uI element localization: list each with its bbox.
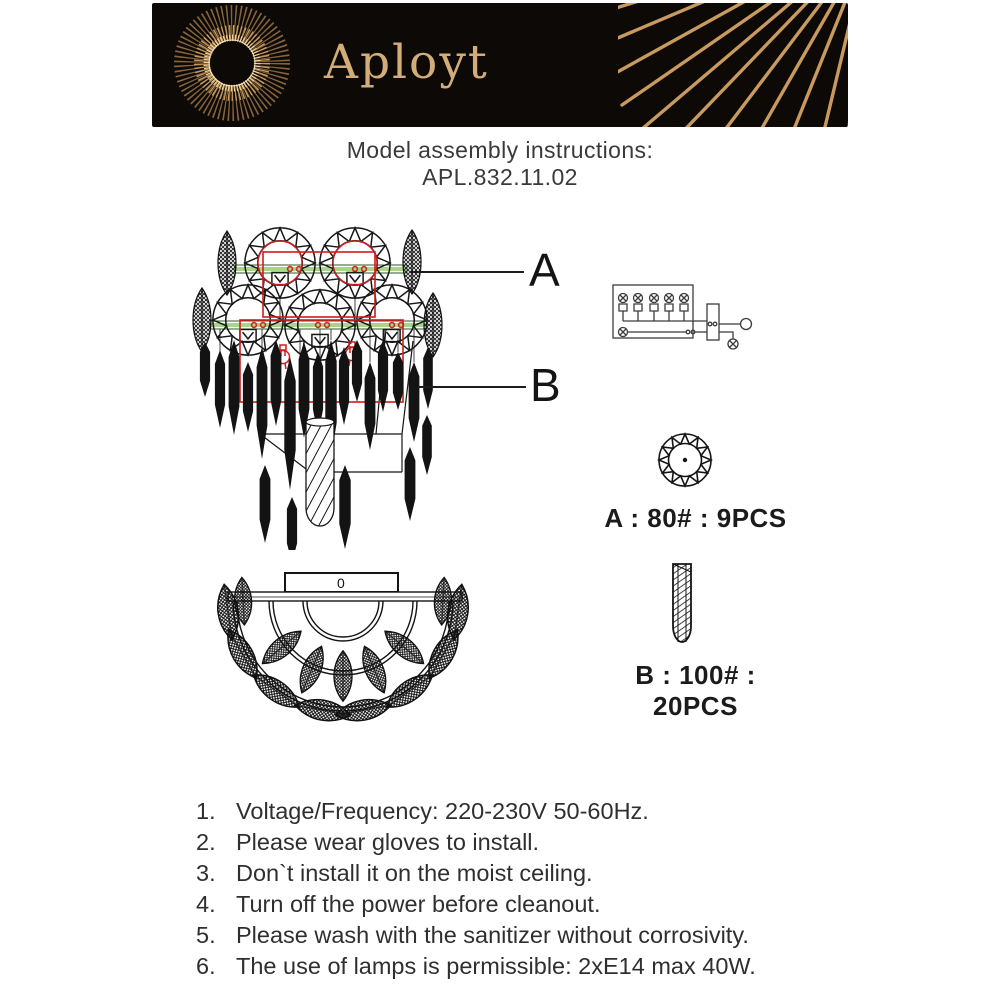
list-number: 5. — [196, 922, 216, 948]
list-number: 6. — [196, 953, 216, 979]
callout-a: A — [529, 244, 560, 296]
chandelier-exploded-drawing — [170, 210, 570, 550]
leader-line-a — [410, 271, 524, 273]
list-item: Voltage/Frequency: 220-230V 50-60Hz. — [236, 798, 649, 824]
list-item: Please wash with the sanitizer without corrosivity. — [236, 922, 749, 948]
title-line1: Model assembly instructions: — [346, 137, 654, 163]
plate-hole-mark: 0 — [337, 575, 345, 591]
list-item: Turn off the power before cleanout. — [236, 891, 601, 917]
brand-name: Aployt — [324, 35, 489, 90]
round-crystal-icon — [655, 430, 715, 490]
leader-line-b — [418, 386, 526, 388]
sunrays-icon — [618, 3, 848, 127]
instruction-list — [196, 799, 836, 979]
stick-crystal-icon — [666, 560, 698, 648]
list-item: The use of lamps is permissible: 2xE14 max 40W. — [236, 953, 756, 979]
assembled-lamp-drawing — [185, 556, 495, 741]
starburst-icon — [164, 3, 299, 127]
list-number: 3. — [196, 860, 216, 886]
list-number: 2. — [196, 829, 216, 855]
list-item: Don`t install it on the moist ceiling. — [236, 860, 593, 886]
list-number: 1. — [196, 798, 216, 824]
wiring-diagram — [598, 278, 768, 358]
list-item: Please wear gloves to install. — [236, 829, 540, 855]
part-b-label: B : 100# : 20PCS — [635, 660, 756, 721]
list-number: 4. — [196, 891, 216, 917]
callout-b: B — [530, 359, 561, 411]
brand-banner — [152, 3, 848, 127]
part-a-label: A : 80# : 9PCS — [604, 503, 787, 533]
model-number: APL.832.11.02 — [422, 164, 578, 190]
page-title — [0, 137, 1000, 191]
